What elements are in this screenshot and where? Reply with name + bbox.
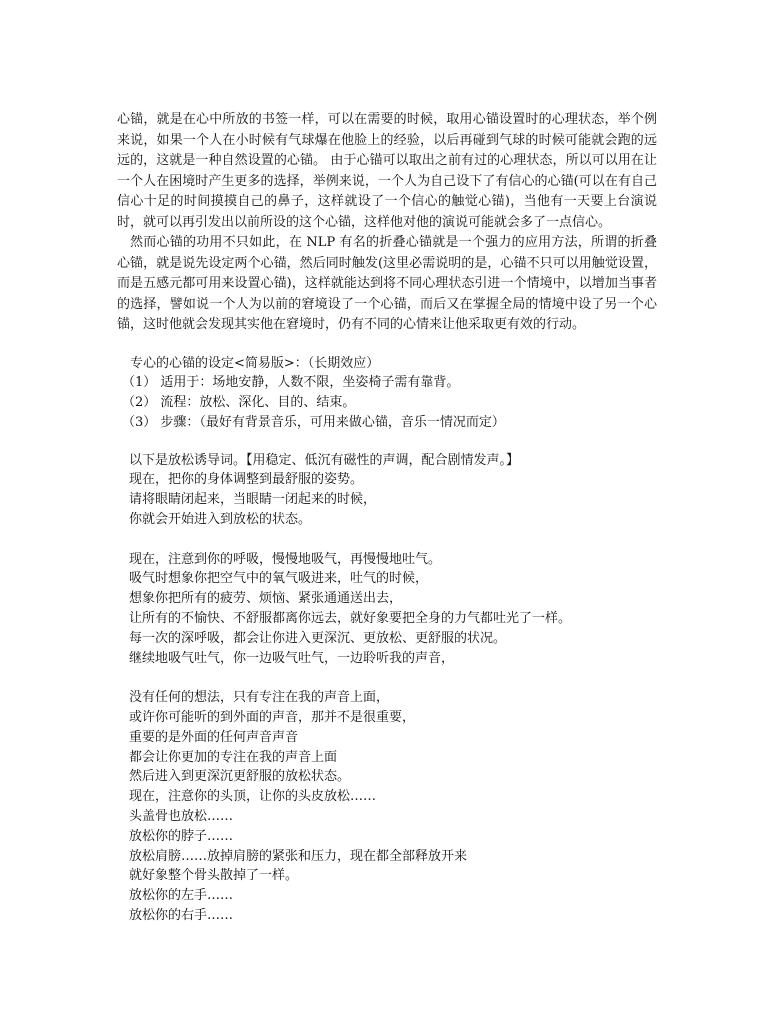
blank-line	[117, 668, 657, 688]
script-line: 想象你把所有的疲劳、烦恼、紧张通通送出去，	[129, 591, 403, 607]
script-line: 就好象整个骨头散掉了一样。	[129, 868, 299, 884]
document-page	[117, 110, 657, 926]
script-line: 现在，把你的身体调整到最舒服的姿势。	[129, 472, 364, 488]
paragraph-anchor-intro: 心锚，就是在心中所放的书签一样，可以在需要的时候，取用心锚设置时的心理状态，举个例来说，如果一个人在小时候有气球爆在他脸上的经验，以后再碰到气球的时候可能就会跑的远远的，这就是一种自然设置的心锚。 由于心锚可以取出之前有过的心理状态，所以可以用在让一个人在困境时产生更多的选择，举例来说，一个人为自己设下了有信心的心锚(可以在有自己信心十足的时间摸摸自己的鼻子，这样就设了一个信心的触觉心锚)，当他有一天要上台演说时，就可以再引发出以前所设的这个心锚，这样他对他的演说可能就会多了一点信心。	[117, 112, 657, 230]
script-line: 放松你的右手……	[129, 908, 234, 924]
script-line: 或许你可能听的到外面的声音，那并不是很重要，	[129, 710, 416, 726]
script-line: 每一次的深呼吸，都会让你进入更深沉、更放松、更舒服的状况。	[129, 630, 507, 646]
setup-item: （3） 步骤：（最好有背景音乐，可用来做心锚，音乐一情况而定）	[122, 414, 505, 430]
script-line: 放松你的左手……	[129, 888, 234, 904]
setup-item: （2） 流程：放松、深化、目的、结束。	[122, 395, 356, 411]
script-line: 放松你的脖子……	[129, 828, 234, 844]
script-line: 吸气时想象你把空气中的氧气吸进来，吐气的时候，	[129, 571, 429, 587]
paragraph-collapsing-anchor: 然而心锚的功用不只如此，在 NLP 有名的折叠心锚就是一个强力的应用方法，所谓的折叠心锚，就是说先设定两个心锚，然后同时触发(这里必需说明的是，心锚不只可以用触觉设置，而是五感元都可用来设置心锚)，这样就能达到将不同心理状态引进一个情境中，以增加当事者的选择，譬如说一个人为以前的窘境设了一个心锚，而后又在掌握全局的情境中设了另一个心锚，这时他就会发现其实他在窘境时，仍有不同的心情来让他采取更有效的行动。	[117, 235, 657, 332]
script-line: 请将眼睛闭起来，当眼睛一闭起来的时候，	[129, 492, 377, 508]
script-line: 现在，注意到你的呼吸，慢慢地吸气，再慢慢地吐气。	[129, 551, 442, 567]
setup-section	[117, 354, 657, 433]
script-line: 放松肩膀……放掉肩膀的紧张和压力，现在都全部释放开来	[129, 848, 468, 864]
script-line: 头盖骨也放松……	[129, 809, 234, 825]
blank-line	[117, 530, 657, 550]
script-intro: 以下是放松诱导词。【用稳定、低沉有磁性的声调，配合剧情发声。】	[129, 452, 520, 468]
script-line: 让所有的不愉快、不舒服都离你远去，就好象要把全身的力气都吐光了一样。	[129, 611, 572, 627]
script-line: 没有任何的想法，只有专注在我的声音上面，	[129, 690, 390, 706]
setup-title: 专心的心锚的设定<简易版>：（长期效应）	[130, 355, 380, 371]
script-line: 重要的是外面的任何声音声音	[129, 729, 299, 745]
setup-item: （1） 适用于：场地安静，人数不限，坐姿椅子需有靠背。	[122, 375, 460, 391]
script-line: 继续地吸气吐气，你一边吸气吐气，一边聆听我的声音，	[129, 650, 455, 666]
script-line: 现在，注意你的头顶，让你的头皮放松……	[129, 789, 377, 805]
script-line: 都会让你更加的专注在我的声音上面	[129, 749, 338, 765]
script-line: 然后进入到更深沉更舒服的放松状态。	[129, 769, 351, 785]
script-line: 你就会开始进入到放松的状态。	[129, 512, 312, 528]
script-section	[117, 451, 657, 926]
